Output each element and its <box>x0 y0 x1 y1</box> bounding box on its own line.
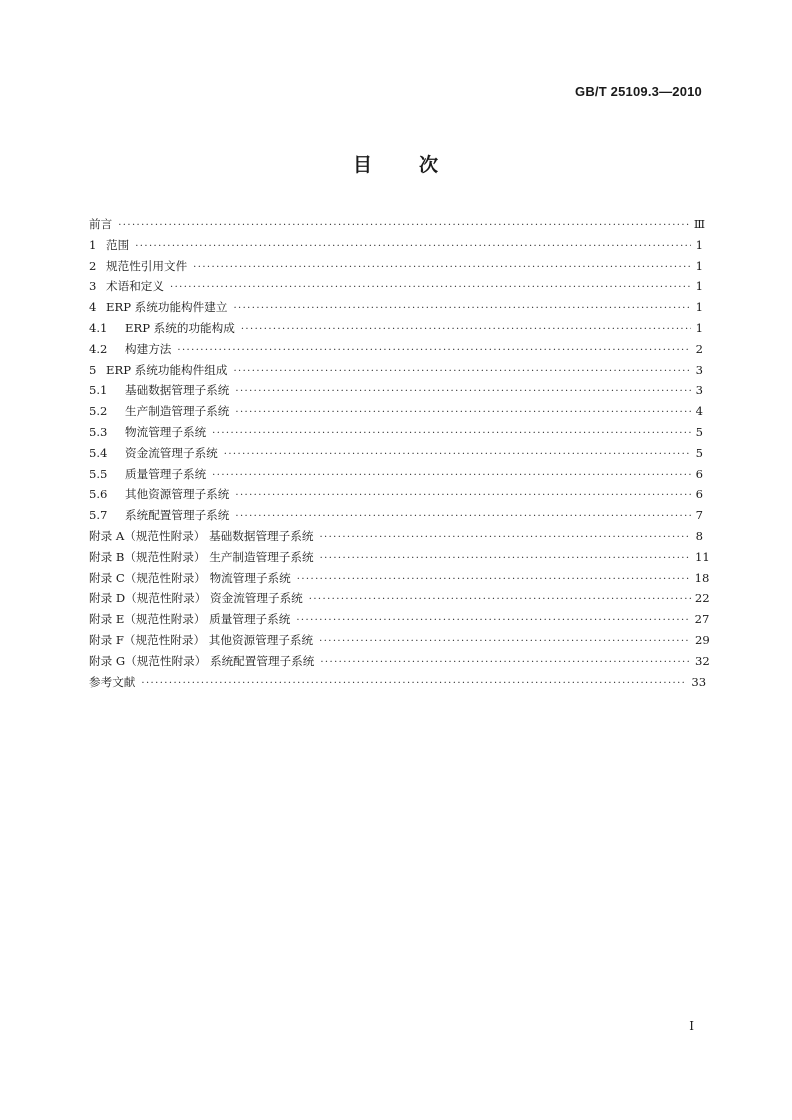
toc-entry[interactable] <box>89 256 703 277</box>
toc-entry-label: 前言 <box>89 217 113 231</box>
toc-entry-number: 5.2 <box>89 404 108 419</box>
toc-entry[interactable] <box>89 360 703 381</box>
toc-entry-label: 资金流管理子系统 <box>125 445 218 460</box>
toc-entry-page: 1 <box>695 300 703 315</box>
toc-entry-label: 物流管理子系统 <box>125 424 207 439</box>
toc-entry-number: 5.7 <box>89 508 108 523</box>
dot-leader <box>141 674 687 695</box>
dot-leader <box>309 590 691 611</box>
toc-entry-page: 1 <box>695 258 703 273</box>
toc-entry-page: 2 <box>695 341 703 356</box>
toc-entry-page: 3 <box>695 362 703 377</box>
toc-entry-page: 5 <box>695 445 703 460</box>
toc-entry-label: 基础数据管理子系统 <box>125 383 230 398</box>
dot-leader <box>193 258 691 279</box>
page-number: I <box>689 1019 694 1033</box>
toc-entry[interactable] <box>89 672 707 693</box>
dot-leader <box>235 382 691 403</box>
toc-entry-page: 29 <box>695 632 710 647</box>
toc-entry-number: 5.5 <box>89 466 108 481</box>
toc-entry-page: 1 <box>695 237 703 252</box>
toc-entry-page: 27 <box>694 612 710 627</box>
dot-leader <box>212 424 691 445</box>
toc-entry[interactable] <box>89 484 703 505</box>
toc-entry-number: 5.6 <box>89 487 108 502</box>
toc-entry[interactable] <box>89 505 703 526</box>
toc-entry[interactable] <box>89 214 703 235</box>
standard-code: GB/T 25109.3—2010 <box>575 84 702 99</box>
dot-leader <box>235 403 691 424</box>
toc-entry-page: 4 <box>695 404 703 419</box>
toc-entry[interactable] <box>89 276 703 297</box>
toc-entry-page: 5 <box>695 424 703 439</box>
dot-leader <box>235 486 691 507</box>
toc-entry-label: 附录 B（规范性附录） 生产制造管理子系统 <box>89 549 314 564</box>
toc-entry-label: 附录 E（规范性附录） 质量管理子系统 <box>89 612 291 627</box>
toc-entry-label: 范围 <box>106 237 130 252</box>
toc-entry-page: 1 <box>695 279 703 294</box>
toc-entry[interactable] <box>89 339 703 360</box>
toc-entry[interactable] <box>89 568 710 589</box>
dot-leader <box>319 528 691 549</box>
dot-leader <box>177 341 691 362</box>
toc-entry-page: 11 <box>695 549 710 564</box>
toc-entry-number: 5 <box>89 362 97 377</box>
toc-entry-label: 构建方法 <box>125 341 172 356</box>
toc-title-left: 目 <box>352 154 373 176</box>
dot-leader <box>170 278 691 299</box>
toc-entry-label: 附录 G（规范性附录） 系统配置管理子系统 <box>89 653 315 668</box>
toc-entry-label: 规范性引用文件 <box>106 258 188 273</box>
toc-entry-number: 4.1 <box>89 320 108 335</box>
toc-entry[interactable] <box>89 588 710 609</box>
toc-entry[interactable] <box>89 297 703 318</box>
toc-entry-label: 附录 F（规范性附录） 其他资源管理子系统 <box>89 632 314 647</box>
dot-leader <box>118 216 690 237</box>
dot-leader <box>135 237 691 258</box>
dot-leader <box>296 611 690 632</box>
toc-entry[interactable] <box>89 609 710 630</box>
toc-entry[interactable] <box>89 547 710 568</box>
toc-entry-number: 3 <box>89 279 97 294</box>
dot-leader <box>212 466 691 487</box>
toc-entry[interactable] <box>89 443 703 464</box>
toc-list <box>89 214 710 692</box>
toc-entry[interactable] <box>89 318 703 339</box>
toc-entry[interactable] <box>89 235 703 256</box>
toc-entry-label: ERP 系统功能构件组成 <box>106 362 228 377</box>
toc-entry[interactable] <box>89 464 703 485</box>
dot-leader <box>224 445 691 466</box>
toc-entry-page: 22 <box>694 591 710 606</box>
toc-entry-page: 8 <box>695 528 703 543</box>
toc-entry-label: 其他资源管理子系统 <box>125 487 230 502</box>
dot-leader <box>235 507 691 528</box>
toc-entry[interactable] <box>89 526 703 547</box>
toc-entry-page: 3 <box>695 383 703 398</box>
dot-leader <box>241 320 691 341</box>
dot-leader <box>320 653 691 674</box>
toc-entry-page: 33 <box>691 674 707 689</box>
toc-entry[interactable] <box>89 651 710 672</box>
toc-entry-label: 生产制造管理子系统 <box>125 404 230 419</box>
toc-entry-number: 5.3 <box>89 424 108 439</box>
toc-entry-label: 参考文献 <box>89 674 136 689</box>
toc-entry-page: 7 <box>695 508 703 523</box>
toc-entry-label: 质量管理子系统 <box>125 466 207 481</box>
toc-entry-label: 系统配置管理子系统 <box>125 508 230 523</box>
toc-entry-label: ERP 系统功能构件建立 <box>106 300 228 315</box>
toc-title-right: 次 <box>419 154 440 176</box>
toc-entry-label: 术语和定义 <box>106 279 164 294</box>
dot-leader <box>297 570 691 591</box>
toc-entry-page: 6 <box>695 466 703 481</box>
toc-entry-number: 4.2 <box>89 341 108 356</box>
toc-entry-page: Ⅲ <box>693 217 705 231</box>
toc-entry[interactable] <box>89 401 703 422</box>
toc-entry-page: 18 <box>694 570 710 585</box>
toc-entry-label: ERP 系统的功能构成 <box>125 320 235 335</box>
toc-entry[interactable] <box>89 380 703 401</box>
toc-entry[interactable] <box>89 422 703 443</box>
toc-entry-page: 32 <box>695 653 710 668</box>
toc-entry-page: 1 <box>695 320 703 335</box>
toc-entry-number: 2 <box>89 258 97 273</box>
toc-entry-number: 1 <box>89 237 97 252</box>
dot-leader <box>233 362 691 383</box>
dot-leader <box>233 299 691 320</box>
toc-entry-page: 6 <box>695 487 703 502</box>
toc-entry-label: 附录 C（规范性附录） 物流管理子系统 <box>89 570 291 585</box>
dot-leader <box>319 632 691 653</box>
toc-title <box>0 150 792 177</box>
toc-entry[interactable] <box>89 630 710 651</box>
toc-entry-number: 5.1 <box>89 383 108 398</box>
toc-entry-number: 4 <box>89 300 97 315</box>
toc-entry-number: 5.4 <box>89 445 108 460</box>
toc-entry-label: 附录 A（规范性附录） 基础数据管理子系统 <box>89 528 314 543</box>
toc-entry-label: 附录 D（规范性附录） 资金流管理子系统 <box>89 591 303 606</box>
dot-leader <box>320 549 691 570</box>
